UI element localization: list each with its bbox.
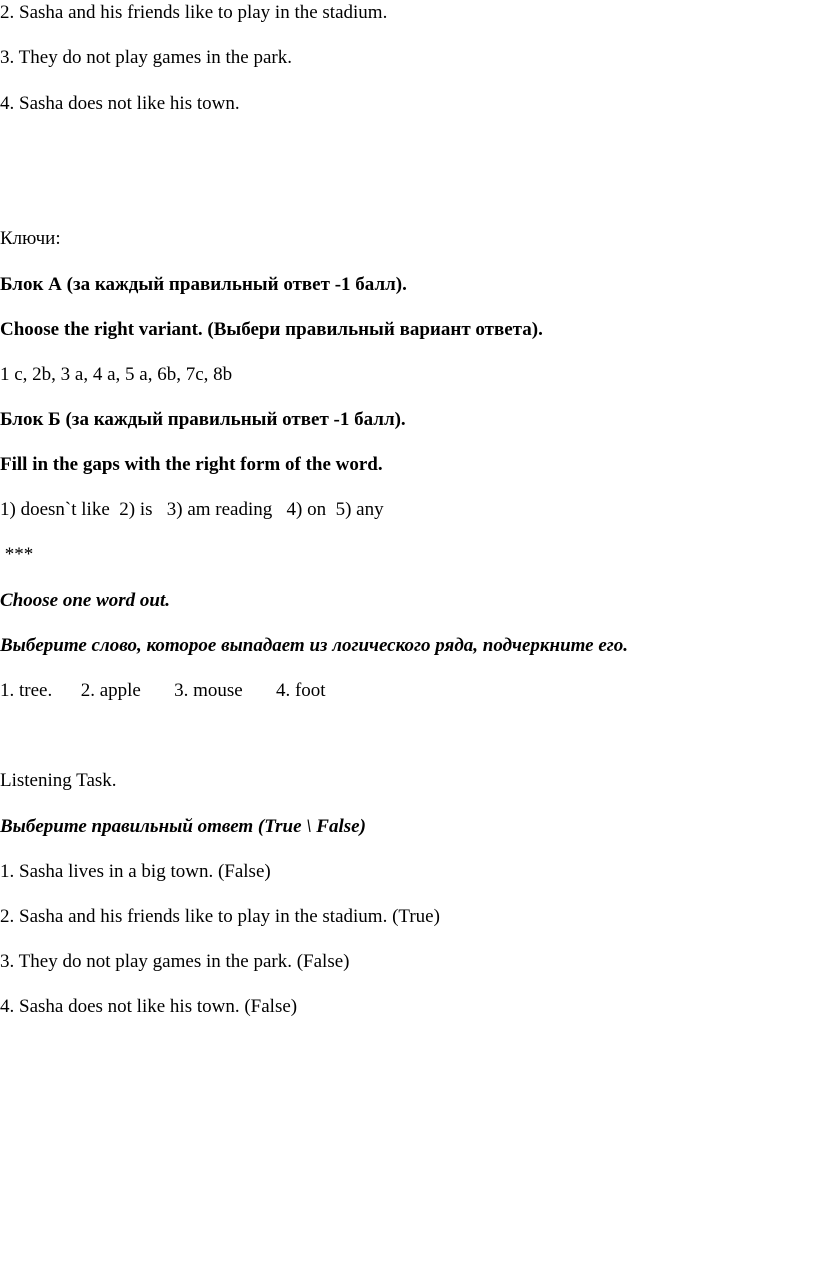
listening-title: Listening Task. [0, 770, 117, 791]
block-a-instruction: Choose the right variant. (Выбери правильный вариант ответа). [0, 319, 543, 340]
block-b-instruction: Fill in the gaps with the right form of the word. [0, 454, 383, 475]
block-b-heading: Блок Б (за каждый правильный ответ -1 балл). [0, 409, 406, 430]
odd-one-out-instruction-en: Choose one word out. [0, 590, 170, 611]
question-line: 2. Sasha and his friends like to play in the stadium. [0, 2, 388, 23]
odd-one-out-instruction-ru: Выберите слово, которое выпадает из логического ряда, подчеркните его. [0, 635, 629, 656]
odd-one-out-answers: 1. tree. 2. apple 3. mouse 4. foot [0, 680, 326, 701]
question-line: 3. They do not play games in the park. [0, 47, 292, 68]
separator: *** [0, 544, 34, 565]
listening-answer: 2. Sasha and his friends like to play in the stadium. (True) [0, 906, 440, 927]
listening-answer: 1. Sasha lives in a big town. (False) [0, 861, 271, 882]
block-a-heading: Блок А (за каждый правильный ответ -1 балл). [0, 274, 407, 295]
block-b-answers: 1) doesn`t like 2) is 3) am reading 4) on 5) any [0, 499, 384, 520]
block-a-answers: 1 c, 2b, 3 a, 4 a, 5 a, 6b, 7c, 8b [0, 364, 233, 385]
keys-title: Ключи: [0, 228, 61, 249]
listening-answer: 3. They do not play games in the park. (False) [0, 951, 350, 972]
listening-instruction: Выберите правильный ответ (True \ False) [0, 816, 366, 837]
question-line: 4. Sasha does not like his town. [0, 93, 240, 114]
listening-answer: 4. Sasha does not like his town. (False) [0, 996, 298, 1017]
